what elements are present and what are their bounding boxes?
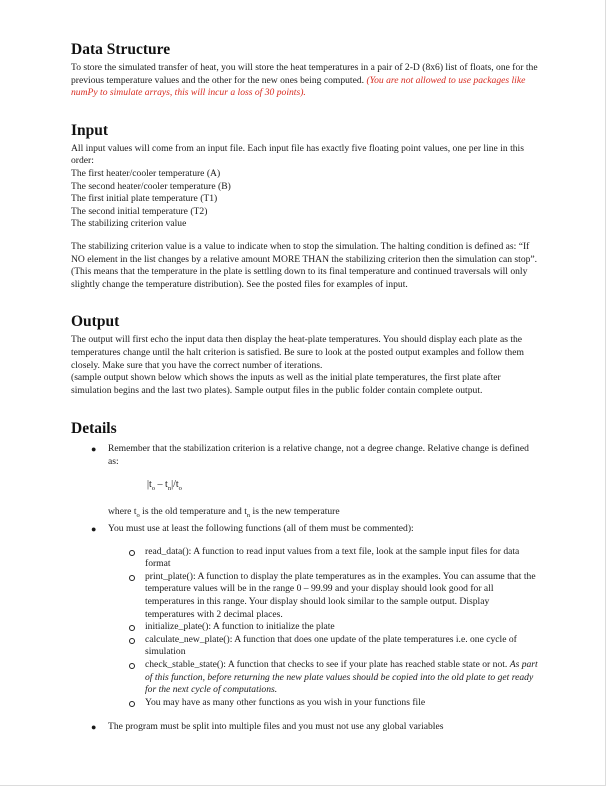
details-bullet: [71, 443, 541, 523]
heading-output: Output: [71, 313, 120, 331]
heading-data-structure: Data Structure: [71, 41, 171, 58]
heading-input: Input: [71, 121, 109, 139]
multiple-files-requirement: The program must be split into multiple files and you must not use any global variables: [108, 721, 444, 733]
circle-bullet-icon: [129, 663, 135, 669]
input-item: The second heater/cooler temperature (B): [71, 180, 231, 192]
circle-bullet-icon: [129, 638, 135, 644]
details-list: [71, 443, 541, 734]
input-item: The second initial temperature (T2): [71, 205, 208, 217]
numpy-warning: (You are not allowed to use packages like numPy to simulate arrays, this will incur a loss of 30 points).: [71, 74, 526, 99]
function-item: You may have as many other functions as you wish in your functions file: [108, 697, 541, 710]
data-structure-paragraph: [71, 62, 541, 100]
bullet-dot-icon: ●: [91, 523, 97, 534]
document-content: [71, 40, 541, 745]
input-item: The first heater/cooler temperature (A): [71, 167, 221, 179]
input-intro: All input values will come from an input file. Each input file has exactly five floating point values, one per line in this order:: [71, 142, 524, 167]
functions-list: [108, 546, 541, 710]
relative-change-text: Remember that the stabilization criterion is a relative change, not a degree change. Relative change is defined as:: [108, 443, 529, 467]
function-item: print_plate(): A function to display the plate temperatures as in the examples. You can assume that the temperature values will be in the range 0 – 99.99 and your display should look good for all temperatures in this range. Your display should look similar to the sample output. Display temperatures with 2 decimal places.: [108, 571, 541, 621]
bullet-dot-icon: ●: [91, 444, 97, 455]
data-structure-text: To store the simulated transfer of heat, you will store the heat temperatures in a pair of 2-D (8x6) list of floats, one for the previous temperature values and the other for the new ones being computed.: [71, 62, 538, 86]
output-paragraph: The output will first echo the input data then display the heat-plate temperatures. You should display each plate as the temperatures change until the halt criterion is satisfied. Be sure to look at the posted output examples and follow them closely. Make sure that you have the correct number of iterations.: [71, 334, 524, 371]
stabilizing-criterion-paragraph: The stabilizing criterion value is a value to indicate when to stop the simulation. The halting condition is defined as: “If NO element in the list changes by a relative amount MORE THAN the stabilizing criterion then the simulation can stop”. (This means that the temperature in the plate is settling down to its final temperature and continued traversals will only slightly change the temperature distribution). See the posted files for examples of input.: [71, 240, 538, 290]
functions-requirement: You must use at least the following functions (all of them must be commented):: [108, 522, 414, 534]
formula-explanation: where $t_o$ is the old temperature and $t_n$ is the new temperature: [108, 506, 340, 520]
details-bullet: [71, 721, 541, 734]
function-item: calculate_new_plate(): A function that does one update of the plate temperatures i.e. one cycle of simulation: [108, 634, 541, 659]
section-input: [71, 121, 541, 292]
circle-bullet-icon: [129, 550, 135, 556]
circle-bullet-icon: [129, 701, 135, 707]
function-item: read_data(): A function to read input values from a text file, look at the sample input files for data format: [108, 546, 541, 571]
function-item: initialize_plate(): A function to initialize the plate: [108, 621, 541, 634]
section-data-structure: [71, 40, 541, 100]
relative-change-formula: $|t_o - t_n|/t_o$: [147, 479, 182, 493]
input-item: The first initial plate temperature (T1): [71, 193, 218, 205]
circle-bullet-icon: [129, 625, 135, 631]
input-item: The stabilizing criterion value: [71, 218, 187, 230]
output-paragraph-2: (sample output shown below which shows the inputs as well as the initial plate temperatures, the first plate after simulation begins and the last two plates). Sample output files in the public folder contain complete output.: [71, 372, 501, 396]
section-details: [71, 419, 541, 734]
heading-details: Details: [71, 420, 117, 438]
bullet-dot-icon: ●: [91, 722, 97, 733]
details-bullet: [71, 523, 541, 721]
function-item: check_stable_state(): A function that checks to see if your plate has reached stable state or not. As part of this function, before returning the new plate values should be copied into the old plate to get ready for the next cycle of computations.: [108, 659, 541, 697]
section-output: [71, 312, 541, 397]
circle-bullet-icon: [129, 575, 135, 581]
